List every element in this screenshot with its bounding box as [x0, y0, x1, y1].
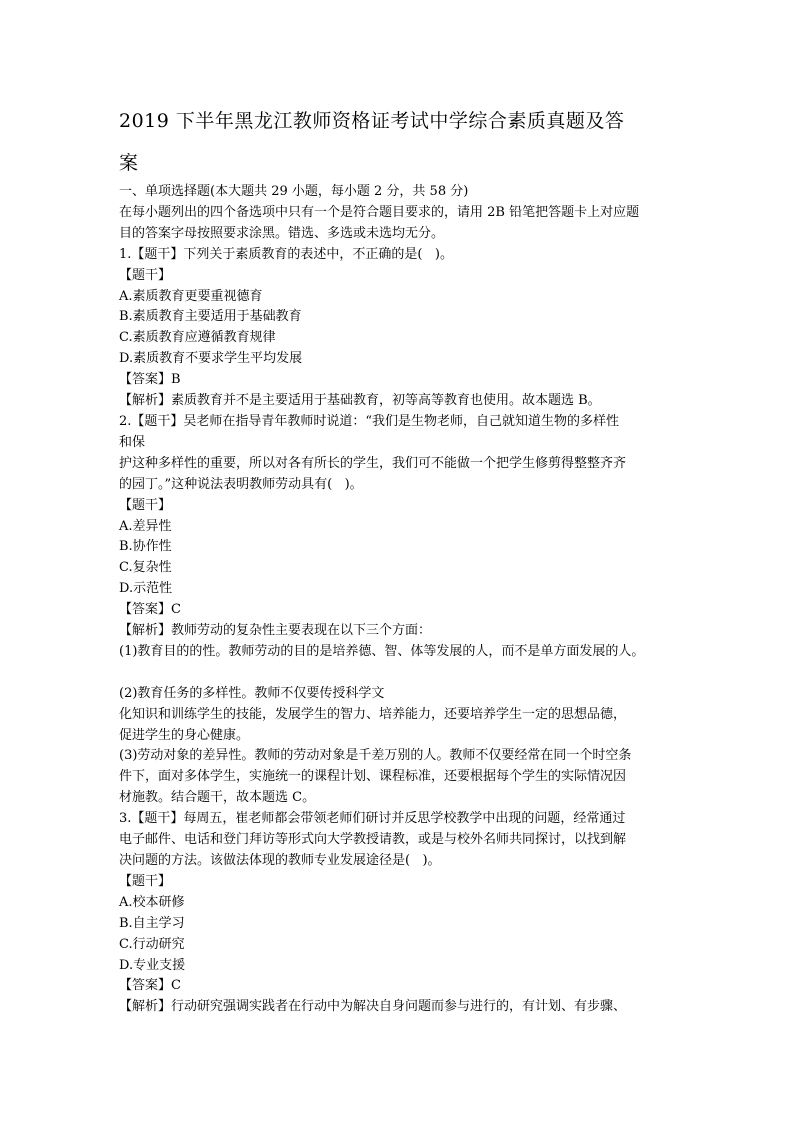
text-line: 【题干】 [119, 873, 172, 889]
text-line: (2)教育任务的多样性。教师不仅要传授科学文 [119, 685, 385, 701]
text-line: D.素质教育不要求学生平均发展 [119, 351, 303, 367]
text-line: 护这种多样性的重要，所以对各有所长的学生，我们可不能做一个把学生修剪得整整齐齐 [119, 455, 627, 471]
text-line: 【题干】 [119, 497, 172, 513]
text-line: 【题干】 [119, 267, 172, 283]
text-line: B.协作性 [119, 539, 172, 555]
text-line: C.素质教育应遵循教育规律 [119, 330, 276, 346]
text-line: 3.【题干】每周五，崔老师都会带领老师们研讨并反思学校教学中出现的问题，经常通过 [119, 811, 626, 827]
text-line: 在每小题列出的四个备选项中只有一个是符合题目要求的，请用 2B 铅笔把答题卡上对应题 [119, 204, 640, 220]
text-line: D.示范性 [119, 581, 173, 597]
text-line: 【解析】教师劳动的复杂性主要表现在以下三个方面： [119, 623, 432, 639]
text-line: 材施教。结合题干，故本题选 C。 [119, 790, 316, 806]
text-line: 化知识和训练学生的技能，发展学生的智力、培养能力，还要培养学生一定的思想品德， [119, 706, 627, 722]
text-line: 一、单项选择题(本大题共 29 小题，每小题 2 分，共 58 分) [119, 184, 469, 199]
text-line: A.素质教育更要重视德育 [119, 288, 263, 304]
text-line: (1)教育目的的性。教师劳动的目的是培养德、智、体等发展的人，而不是单方面发展的人。 [119, 643, 645, 659]
text-line: A.校本研修 [119, 894, 185, 910]
title-line-1: 2019 下半年黑龙江教师资格证考试中学综合素质真题及答 [119, 110, 625, 132]
text-line: 件下，面对多体学生，实施统一的课程计划、课程标准，还要根据每个学生的实际情况因 [119, 769, 627, 785]
text-line: 决问题的方法。该做法体现的教师专业发展途径是( )。 [119, 852, 441, 868]
text-line: 的园丁。”这种说法表明教师劳动具有( )。 [119, 476, 363, 492]
text-line: D.专业支援 [119, 957, 186, 973]
text-line: B.自主学习 [119, 915, 185, 931]
text-line: 【解析】素质教育并不是主要适用于基础教育，初等高等教育也使用。故本题选 B。 [119, 393, 601, 409]
text-line: C.行动研究 [119, 936, 185, 952]
document-body [119, 182, 699, 1018]
text-line: 电子邮件、电话和登门拜访等形式向大学教授请教，或是与校外名师共同探讨，以找到解 [119, 832, 627, 848]
text-line: 【答案】C [119, 978, 181, 994]
text-line: 【答案】B [119, 372, 181, 388]
text-line: 2.【题干】吴老师在指导青年教师时说道：“我们是生物老师，自己就知道生物的多样性 [119, 413, 620, 429]
text-line: 和保 [119, 434, 146, 450]
text-line [119, 663, 699, 684]
text-line: 【答案】C [119, 602, 181, 618]
text-line: C.复杂性 [119, 560, 172, 576]
text-line: 1.【题干】下列关于素质教育的表述中，不正确的是( )。 [119, 246, 453, 262]
title-line-2: 案 [119, 152, 139, 174]
text-line: 【解析】行动研究强调实践者在行动中为解决自身问题而参与进行的，有计划、有步骤、 [119, 999, 627, 1015]
text-line: B.素质教育主要适用于基础教育 [119, 309, 302, 325]
text-line: A.差异性 [119, 518, 172, 534]
text-line: 促进学生的身心健康。 [119, 727, 250, 743]
text-line: (3)劳动对象的差异性。教师的劳动对象是千差万别的人。教师不仅要经常在同一个时空条 [119, 748, 632, 764]
document-title [119, 100, 689, 184]
text-line: 目的答案字母按照要求涂黑。错选、多选或未选均无分。 [119, 225, 445, 241]
